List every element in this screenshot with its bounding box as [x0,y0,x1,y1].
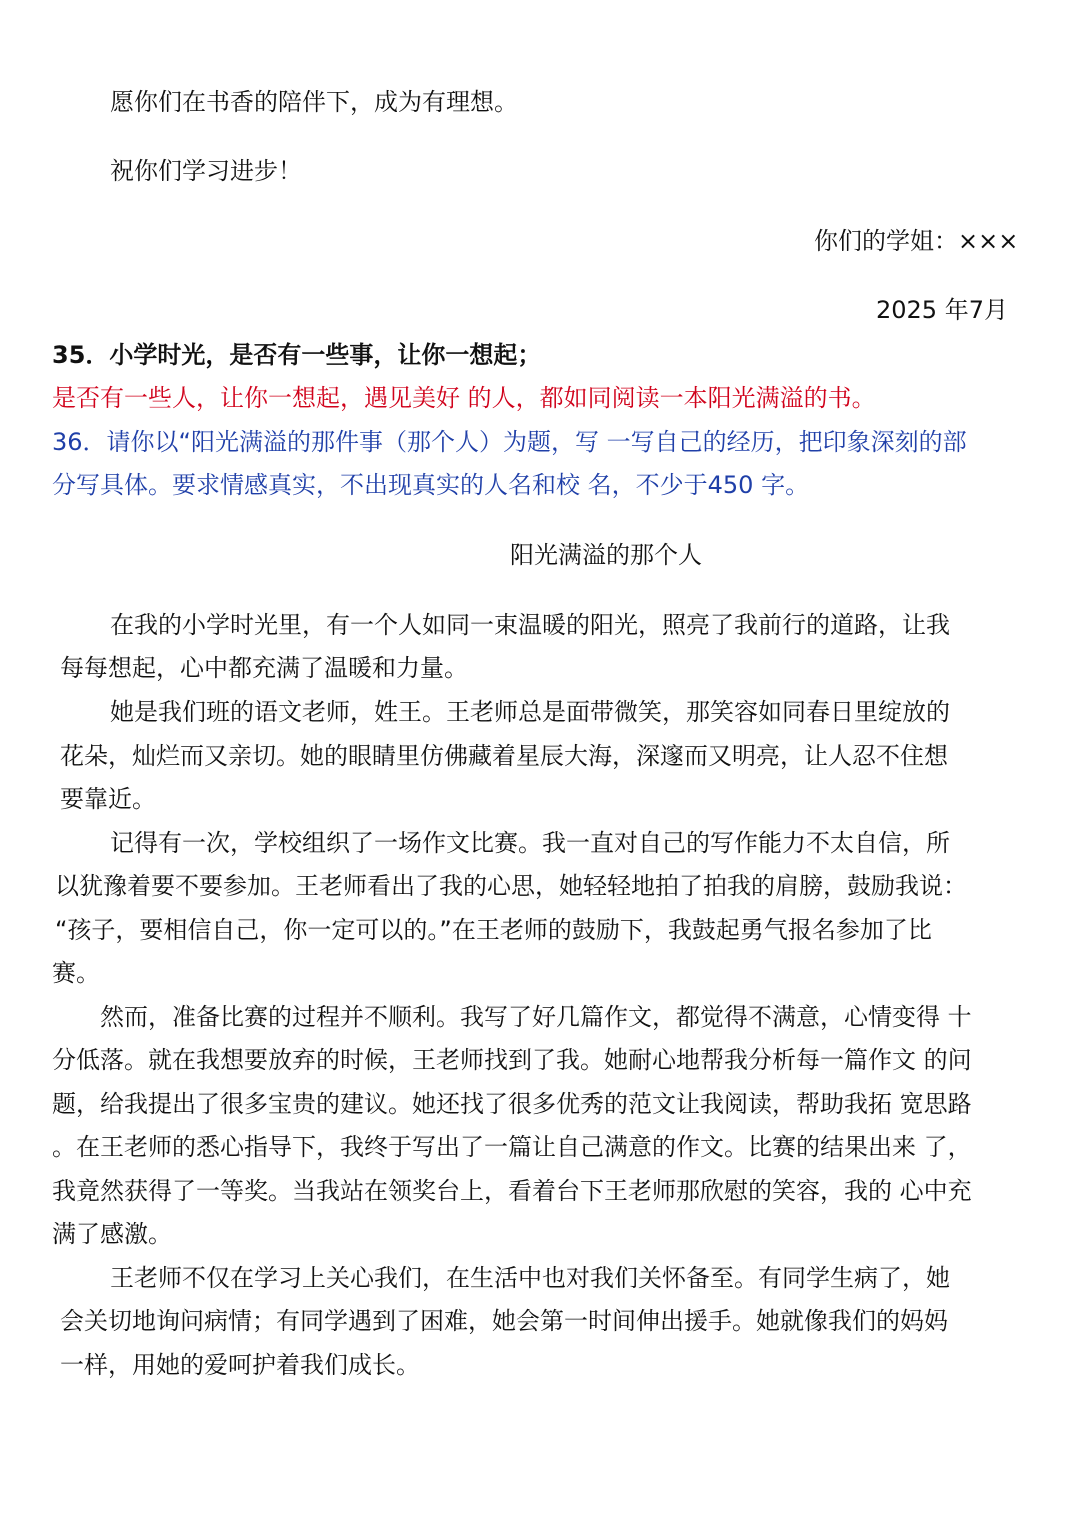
essay-line: 每每想起，心中都充满了温暖和力量。 [60,654,468,682]
letter-date: 2025 年7月 [876,296,1008,324]
essay-line: 在我的小学时光里，有一个人如同一束温暖的阳光，照亮了我前行的道路，让我 [110,611,950,639]
essay-title: 阳光满溢的那个人 [510,541,702,569]
question-35-line-2: 是否有一些人，让你一想起，遇见美好 的人，都如同阅读一本阳光满溢的书。 [52,384,876,412]
letter-closing-line-1: 愿你们在书香的陪伴下，成为有理想。 [110,88,518,116]
essay-line: 我竟然获得了一等奖。当我站在领奖台上，看着台下王老师那欣慰的笑容，我的 心中充 [52,1177,972,1205]
essay-line: 然而，准备比赛的过程并不顺利。我写了好几篇作文，都觉得不满意，心情变得 十 [100,1003,972,1031]
essay-line: 分低落。就在我想要放弃的时候，王老师找到了我。她耐心地帮我分析每一篇作文 的问 [52,1046,972,1074]
essay-line: 记得有一次，学校组织了一场作文比赛。我一直对自己的写作能力不太自信，所 [110,829,950,857]
essay-line: 花朵，灿烂而又亲切。她的眼睛里仿佛藏着星辰大海，深邃而又明亮，让人忍不住想 [60,742,948,770]
question-36-line-1: 36．请你以“阳光满溢的那件事（那个人）为题，写 一写自己的经历，把印象深刻的部 [52,428,967,456]
essay-line: 赛。 [52,959,100,987]
question-35-line-1: 35．小学时光，是否有一些事，让你一想起； [52,341,542,369]
essay-line: 以犹豫着要不要参加。王老师看出了我的心思，她轻轻地拍了拍我的肩膀，鼓励我说： [55,872,967,900]
essay-line: 满了感激。 [52,1220,172,1248]
essay-line: 她是我们班的语文老师，姓王。王老师总是面带微笑，那笑容如同春日里绽放的 [110,698,950,726]
essay-line: 王老师不仅在学习上关心我们，在生活中也对我们关怀备至。有同学生病了，她 [110,1264,950,1292]
question-36-line-2: 分写具体。要求情感真实，不出现真实的人名和校 名，不少于450 字。 [52,471,810,499]
essay-line: “孩子，要相信自己，你一定可以的。”在王老师的鼓励下，我鼓起勇气报名参加了比 [55,916,932,944]
essay-line: 。在王老师的悉心指导下，我终于写出了一篇让自己满意的作文。比赛的结果出来 了， [52,1133,972,1161]
letter-signature: 你们的学姐：××× [814,227,1019,255]
essay-line: 会关切地询问病情；有同学遇到了困难，她会第一时间伸出援手。她就像我们的妈妈 [60,1307,948,1335]
essay-line: 要靠近。 [60,785,156,813]
essay-line: 一样，用她的爱呵护着我们成长。 [60,1351,420,1379]
letter-closing-line-2: 祝你们学习进步！ [110,157,302,185]
essay-line: 题，给我提出了很多宝贵的建议。她还找了很多优秀的范文让我阅读，帮助我拓 宽思路 [52,1090,972,1118]
